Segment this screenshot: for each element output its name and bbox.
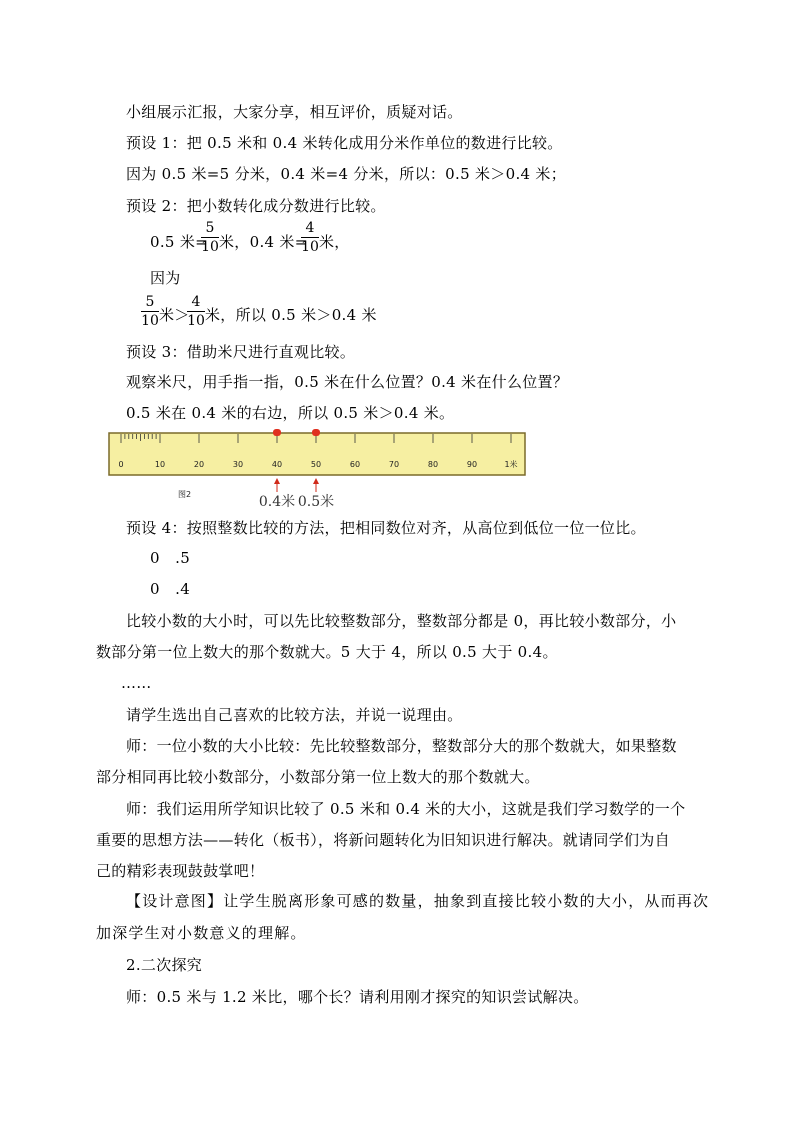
text-line: 观察米尺，用手指一指，0.5 米在什么位置？0.4 米在什么位置？ [126, 373, 569, 391]
ruler-arrows [259, 478, 334, 510]
fraction: 4 10 [187, 294, 205, 329]
ruler-tick-label: 90 [466, 460, 478, 469]
ruler-tick-label: 10 [154, 460, 166, 469]
ruler-tick-label: 30 [232, 460, 244, 469]
ruler-tick-label: 70 [388, 460, 400, 469]
fraction: 4 10 [301, 220, 319, 255]
text-line: 师：我们运用所学知识比较了 0.5 米和 0.4 米的大小，这就是我们学习数学的一个 [126, 800, 686, 818]
ruler-tick-label: 20 [193, 460, 205, 469]
ruler-tick-label: 80 [427, 460, 439, 469]
text-line: 己的精彩表现鼓鼓掌吧！ [96, 862, 265, 880]
text-line: …… [121, 674, 152, 692]
text-line: 预设 4：按照整数比较的方法，把相同数位对齐，从高位到低位一位一位比。 [126, 519, 646, 537]
text-line: 米，0.4 米= [219, 233, 308, 251]
meter-ruler-figure [108, 428, 528, 513]
text-line: 比较小数的大小时，可以先比较整数部分，整数部分都是 0，再比较小数部分，小 [126, 612, 677, 630]
ruler-tick-label: 60 [349, 460, 361, 469]
arrow-head [313, 478, 319, 484]
ruler-marker [273, 429, 281, 436]
text-line: 小组展示汇报，大家分享，相互评价，质疑对话。 [126, 103, 463, 121]
text-line: 预设 2：把小数转化成分数进行比较。 [126, 197, 386, 215]
ruler-tick-label: 50 [310, 460, 322, 469]
fraction: 5 10 [201, 220, 219, 255]
design-intent-line: 加深学生对小数意义的理解。 [96, 924, 307, 942]
text-line: 部分相同再比较小数部分，小数部分第一位上数大的那个数就大。 [96, 768, 540, 786]
ruler-tick-label: 0 [118, 460, 124, 469]
fraction: 5 10 [141, 294, 159, 329]
text-line: 请学生选出自己喜欢的比较方法，并说一说理由。 [126, 706, 463, 724]
arrow-label: 0.5米 [297, 494, 335, 510]
section-heading: 2.二次探究 [126, 956, 203, 974]
text-line: 因为 [150, 269, 181, 287]
text-line: 预设 1：把 0.5 米和 0.4 米转化成用分米作单位的数进行比较。 [126, 134, 563, 152]
text-line: 0 .5 [150, 549, 191, 567]
text-line: 0.5 米= [150, 233, 208, 251]
ruler-marker [312, 429, 320, 436]
arrow-label: 0.4米 [258, 494, 296, 510]
text-line: 数部分第一位上数大的那个数就大。5 大于 4，所以 0.5 大于 0.4。 [96, 643, 558, 661]
text-line: 米， [319, 233, 350, 251]
text-line: 重要的思想方法——转化（板书），将新问题转化为旧知识进行解决。就请同学们为自 [96, 831, 670, 849]
figure-caption: 图2 [178, 490, 192, 499]
text-line: 米＞ [159, 306, 190, 324]
text-line: 师：0.5 米与 1.2 米比，哪个长？请利用刚才探究的知识尝试解决。 [126, 988, 589, 1006]
ruler-tick-label: 40 [271, 460, 283, 469]
text-line: 0.5 米在 0.4 米的右边，所以 0.5 米＞0.4 米。 [126, 404, 455, 422]
text-line: 米，所以 0.5 米＞0.4 米 [205, 306, 377, 324]
text-line: 师：一位小数的大小比较：先比较整数部分，整数部分大的那个数就大，如果整数 [126, 737, 677, 755]
ruler-tick-label: 1米 [504, 460, 518, 469]
text-line: 预设 3：借助米尺进行直观比较。 [126, 343, 356, 361]
arrow-head [274, 478, 280, 484]
text-line: 0 .4 [150, 580, 191, 598]
text-line: 因为 0.5 米=5 分米，0.4 米=4 分米，所以：0.5 米＞0.4 米； [126, 165, 567, 183]
design-intent-line: 【设计意图】让学生脱离形象可感的数量，抽象到直接比较小数的大小，从而再次 [126, 892, 710, 910]
